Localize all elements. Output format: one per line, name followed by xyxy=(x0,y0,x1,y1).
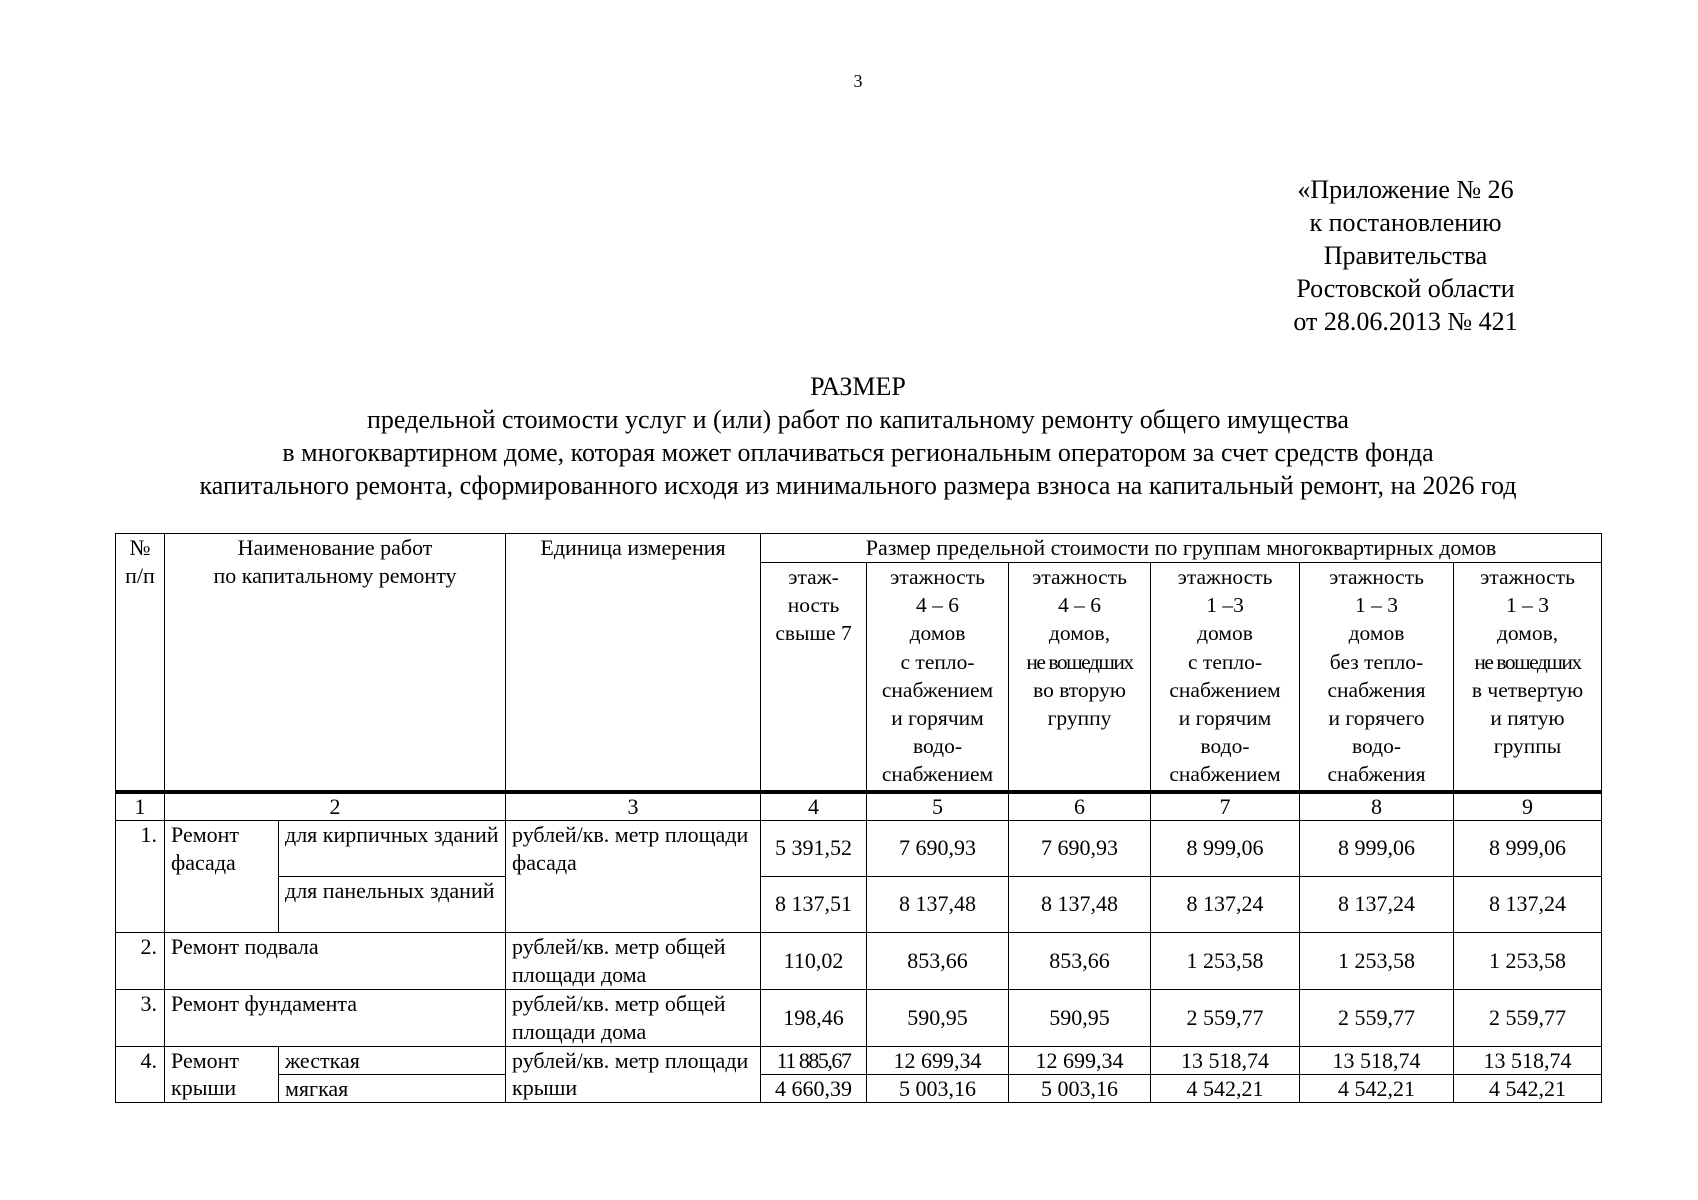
value-cell: 198,46 xyxy=(761,989,867,1046)
work-subtype: мягкая xyxy=(279,1074,506,1102)
header-unit: Единица измерения xyxy=(506,534,761,792)
header-work-name-line: Наименование работ xyxy=(237,535,433,560)
value-cell: 5 391,52 xyxy=(761,820,867,876)
group-header-2 xyxy=(867,563,1009,792)
unit-cell: рублей/кв. метр общей площади дома xyxy=(506,932,761,989)
appendix-reference xyxy=(1278,173,1533,338)
group-header-line: снабжения xyxy=(1327,762,1426,787)
group-header-6 xyxy=(1454,563,1602,792)
value-cell: 12 699,34 xyxy=(1009,1046,1151,1074)
group-header-line: 1 –3 xyxy=(1206,593,1244,618)
cost-table xyxy=(115,533,1602,1103)
group-header-line: этажность xyxy=(1480,565,1575,589)
value-cell: 1 253,58 xyxy=(1151,932,1300,989)
value-cell: 853,66 xyxy=(867,932,1009,989)
group-header-line: снабжением xyxy=(1169,762,1281,787)
value-cell: 13 518,74 xyxy=(1151,1046,1300,1074)
value-cell: 7 690,93 xyxy=(867,820,1009,876)
group-header-line: этажность xyxy=(1329,565,1424,589)
group-header-line: снабжения xyxy=(1327,677,1426,702)
group-header-line: снабжением xyxy=(881,762,994,787)
value-cell: 2 559,77 xyxy=(1454,989,1602,1046)
header-num-line: п/п xyxy=(125,563,155,588)
group-header-line: водо- xyxy=(1352,734,1401,759)
group-header-line: и пятую xyxy=(1490,706,1565,731)
table-row xyxy=(116,989,1602,1046)
column-number: 4 xyxy=(761,792,867,821)
value-cell: 13 518,74 xyxy=(1454,1046,1602,1074)
value-cell: 8 137,24 xyxy=(1454,876,1602,932)
title-heading: РАЗМЕР xyxy=(810,372,906,401)
value-cell: 853,66 xyxy=(1009,932,1151,989)
document-title xyxy=(0,370,1698,502)
header-group-title: Размер предельной стоимости по группам многоквартирных домов xyxy=(761,534,1602,563)
value-cell: 5 003,16 xyxy=(1009,1074,1151,1102)
group-header-line: во вторую xyxy=(1033,677,1126,702)
group-header-line: и горячим xyxy=(1178,706,1272,731)
group-header-line: 1 – 3 xyxy=(1355,593,1399,618)
work-subtype: для кирпичных зданий xyxy=(279,820,506,876)
appendix-line: Ростовской области xyxy=(1296,274,1515,303)
row-number: 1. xyxy=(116,820,165,932)
group-header-line: этажность xyxy=(1177,565,1273,589)
work-name: Ремонт фасада xyxy=(165,820,279,932)
group-header-line: не вошедших xyxy=(1474,649,1581,674)
value-cell: 8 999,06 xyxy=(1454,820,1602,876)
row-number: 4. xyxy=(116,1046,165,1102)
value-cell: 13 518,74 xyxy=(1300,1046,1454,1074)
value-cell: 1 253,58 xyxy=(1454,932,1602,989)
group-header-line: в четвертую xyxy=(1471,677,1584,702)
group-header-line: с тепло- xyxy=(1188,649,1263,674)
title-line: в многоквартирном доме, которая может оплачиваться региональным оператором за счет средств фонда xyxy=(282,438,1434,467)
value-cell: 8 137,48 xyxy=(1009,876,1151,932)
row-number: 2. xyxy=(116,932,165,989)
group-header-line: этажность xyxy=(890,565,985,589)
value-cell: 7 690,93 xyxy=(1009,820,1151,876)
column-numbers-row xyxy=(116,792,1602,821)
title-line: капитального ремонта, сформированного исходя из минимального размера взноса на капитальный ремонт, на 2026 год xyxy=(199,471,1517,500)
column-number: 2 xyxy=(165,792,506,821)
table-row xyxy=(116,932,1602,989)
header-work-name-line: по капитальному ремонту xyxy=(213,563,457,588)
value-cell: 2 559,77 xyxy=(1300,989,1454,1046)
appendix-line: «Приложение № 26 xyxy=(1297,175,1514,204)
value-cell: 590,95 xyxy=(1009,989,1151,1046)
group-header-line: этажность xyxy=(1032,565,1127,589)
group-header-line: домов, xyxy=(1048,621,1111,646)
value-cell: 4 542,21 xyxy=(1300,1074,1454,1102)
header-num xyxy=(116,534,165,792)
column-number: 9 xyxy=(1454,792,1602,821)
value-cell: 5 003,16 xyxy=(867,1074,1009,1102)
header-work-name xyxy=(165,534,506,792)
value-cell: 590,95 xyxy=(867,989,1009,1046)
title-line: предельной стоимости услуг и (или) работ по капитальному ремонту общего имущества xyxy=(367,405,1349,434)
group-header-line: 1 – 3 xyxy=(1506,593,1550,618)
group-header-line: снабжением xyxy=(1169,677,1281,702)
work-name: Ремонт подвала xyxy=(165,932,506,989)
value-cell: 8 999,06 xyxy=(1151,820,1300,876)
group-header-line: домов xyxy=(1348,621,1405,646)
work-subtype: для панельных зданий xyxy=(279,876,506,932)
column-number: 5 xyxy=(867,792,1009,821)
value-cell: 4 660,39 xyxy=(761,1074,867,1102)
group-header-line: и горячего xyxy=(1328,706,1425,731)
unit-cell: рублей/кв. метр площади крыши xyxy=(506,1046,761,1102)
group-header-line: ность xyxy=(787,593,840,618)
group-header-line: без тепло- xyxy=(1329,649,1424,674)
appendix-line: Правительства xyxy=(1323,241,1488,270)
group-header-4 xyxy=(1151,563,1300,792)
appendix-line: от 28.06.2013 № 421 xyxy=(1293,307,1518,336)
row-number: 3. xyxy=(116,989,165,1046)
group-header-line: 4 – 6 xyxy=(1058,593,1102,618)
group-header-line: домов, xyxy=(1496,621,1559,646)
group-header-line: водо- xyxy=(913,734,962,759)
group-header-line: снабжением xyxy=(881,677,994,702)
value-cell: 110,02 xyxy=(761,932,867,989)
page-number: 3 xyxy=(853,71,863,91)
table-row xyxy=(116,1074,1602,1102)
header-num-line: № xyxy=(129,535,151,560)
column-number: 1 xyxy=(116,792,165,821)
group-header-line: группы xyxy=(1493,734,1562,759)
column-number: 8 xyxy=(1300,792,1454,821)
group-header-line: не вошедших xyxy=(1026,649,1133,674)
work-subtype: жесткая xyxy=(279,1046,506,1074)
group-header-1 xyxy=(761,563,867,792)
header-row xyxy=(116,534,1602,563)
group-header-line: домов xyxy=(909,621,966,646)
group-header-line: группу xyxy=(1047,706,1112,731)
appendix-line: к постановлению xyxy=(1309,208,1502,237)
value-cell: 8 137,24 xyxy=(1151,876,1300,932)
group-header-line: с тепло- xyxy=(900,649,975,674)
table-row xyxy=(116,1046,1602,1074)
group-header-line: и горячим xyxy=(891,706,984,731)
column-number: 3 xyxy=(506,792,761,821)
table-row xyxy=(116,820,1602,876)
value-cell: 1 253,58 xyxy=(1300,932,1454,989)
work-name: Ремонт фундамента xyxy=(165,989,506,1046)
group-header-5 xyxy=(1300,563,1454,792)
work-name: Ремонт крыши xyxy=(165,1046,279,1102)
value-cell: 8 137,51 xyxy=(761,876,867,932)
group-header-line: 4 – 6 xyxy=(916,593,960,618)
group-header-line: домов xyxy=(1197,621,1253,646)
value-cell: 8 999,06 xyxy=(1300,820,1454,876)
value-cell: 8 137,48 xyxy=(867,876,1009,932)
value-cell: 4 542,21 xyxy=(1454,1074,1602,1102)
value-cell: 4 542,21 xyxy=(1151,1074,1300,1102)
group-header-line: свыше 7 xyxy=(775,621,852,646)
value-cell: 11 885,67 xyxy=(761,1046,867,1074)
group-header-line: водо- xyxy=(1200,734,1250,759)
value-cell: 2 559,77 xyxy=(1151,989,1300,1046)
unit-cell: рублей/кв. метр общей площади дома xyxy=(506,989,761,1046)
table-row xyxy=(116,876,1602,932)
unit-cell: рублей/кв. метр площади фасада xyxy=(506,820,761,932)
column-number: 7 xyxy=(1151,792,1300,821)
group-header-3 xyxy=(1009,563,1151,792)
group-header-line: этаж- xyxy=(788,565,839,589)
value-cell: 12 699,34 xyxy=(867,1046,1009,1074)
column-number: 6 xyxy=(1009,792,1151,821)
value-cell: 8 137,24 xyxy=(1300,876,1454,932)
